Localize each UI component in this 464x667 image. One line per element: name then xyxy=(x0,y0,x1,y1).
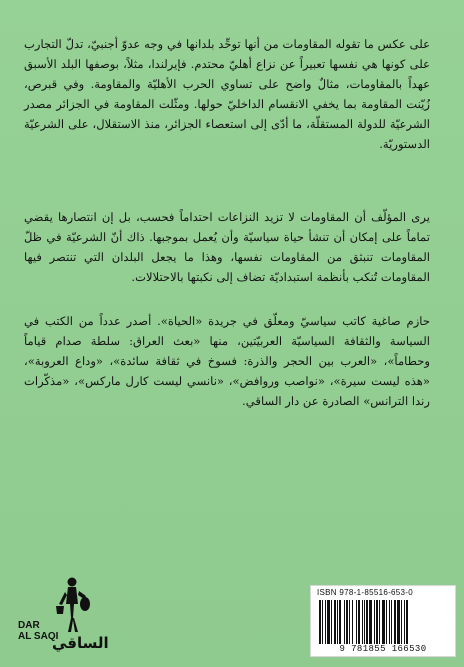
barcode-bars xyxy=(317,600,451,644)
author-bio-paragraph: حازم صاغية كاتب سياسيّ ومعلّق في جريدة «الحياة». أصدر عدداً من الكتب في السياسة والثقافة السياسيّة العربيّتين، منها «بعث العراق: سلطة صدام قياماً وحطاماً»، «العرب بين الحجر والذرة: فسوخ في ثقافة سائدة»، «وداع العروبة»، «هذه ليست سيرة»، «نواصب وروافض»، «نانسي ليست كارل ماركس»، «مذكّرات رندا الترانس» الصادرة عن دار الساقي. xyxy=(24,314,430,408)
blurb-paragraph-2: يرى المؤلّف أن المقاومات لا تزيد النزاعات احتداماً فحسب، بل إن انتصارها يقضي تماماً على إمكان أن تنشأ حياة سياسيّة وأن يُعمل بموجبها. ذاك أنّ الشرعيّة في ظلّ المقاومات تنبثق من المقاومات نفسها، وهذا ما يجعل البلدان التي تنتصر فيها المقاومات تُنكب بأنظمة استبداديّة تضاف إلى نكبتها بالاحتلالات. xyxy=(24,210,430,284)
barcode-digits: 9 781855 166530 xyxy=(339,644,427,654)
publisher-latin-line-2: AL SAQI xyxy=(18,631,59,642)
publisher-arabic-name: الساقي xyxy=(52,634,109,652)
isbn-barcode xyxy=(310,585,456,657)
publisher-logo xyxy=(12,572,112,662)
blurb-paragraph-1: على عكس ما تقوله المقاومات من أنها توحِّد بلدانها في وجه عدوّ أجنبيّ، تدلّ التجارب على كونها هي نفسها تعبيراً عن نزاع أهليّ محتدم. فإيرلندا، مثلاً، بوصفها البلد الأسبق عهداً بالمقاومات، مثالٌ واضح على تساوي الحرب الأهليّة والمقاومة. وفي قبرص، زُيّنت المقاومة بما يخفي الانقسام الداخليّ حولها. ومثّلت المقاومة في الجزائر مصدر الشرعيّة للدولة المستقلّة، ما أدّى إلى استعصاء الجزائر، منذ الاستقلال، على الشرعيّة الدستوريّة. xyxy=(24,37,430,151)
publisher-latin-line-1: DAR xyxy=(18,620,40,631)
isbn-label: ISBN 978-1-85516-653-0 xyxy=(317,588,413,597)
